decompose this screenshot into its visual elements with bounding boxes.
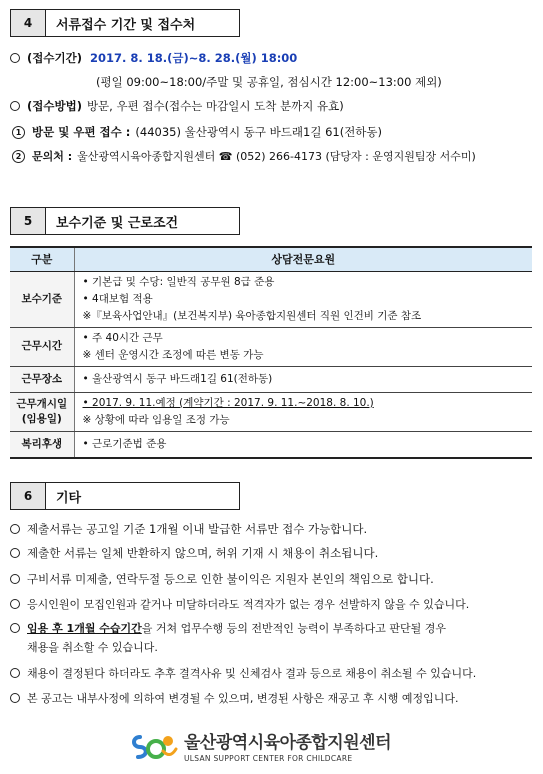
etc-item-3 [10,570,537,589]
etc-item-2 [10,544,537,563]
method-label: (접수방법) [27,99,82,113]
etc-item-1 [10,520,537,539]
row-label: 근무개시일 (임용일) [10,392,74,431]
probation-rest-2: 채용을 취소할 수 있습니다. [27,641,158,654]
table-row-location [10,366,532,392]
section-6-header [10,482,240,510]
circle-bullet-icon [10,693,20,703]
row-content [74,327,532,366]
address-value: (44035) 울산광역시 동구 바드래1길 61(전하동) [135,125,383,139]
period-label: (접수기간) [27,51,82,65]
etc-text [27,619,446,657]
row-content [74,431,532,458]
row-content [74,366,532,392]
submission-address [10,124,537,140]
table-row-salary [10,271,532,327]
row-line: • 근로기준법 준용 [82,437,167,450]
section-4-title: 서류접수 기간 및 접수처 [46,9,240,37]
circle-bullet-icon [10,548,20,558]
center-logo [130,728,391,763]
row-label: 복리후생 [10,431,74,458]
row-line: • 기본급 및 수당: 일반직 공무원 8급 준용 [82,275,275,288]
number-2-icon: 2 [12,150,25,163]
row-line: • 4대보험 적용 [82,292,153,305]
circle-bullet-icon [10,53,20,63]
address-label: 방문 및 우편 접수 : [32,125,131,139]
circle-bullet-icon [10,101,20,111]
etc-item-5 [10,619,537,657]
row-label: 근무시간 [10,327,74,366]
logo-english: ULSAN SUPPORT CENTER FOR CHILDCARE [184,754,353,763]
working-conditions-table [10,246,532,459]
table-row-start-date [10,392,532,431]
application-method [10,98,537,114]
logo-mark-icon [130,729,178,763]
number-1-icon: 1 [12,126,25,139]
row-label: 근무장소 [10,366,74,392]
row-content [74,271,532,327]
circle-bullet-icon [10,623,20,633]
logo-korean: 울산광역시육아종합지원센터 [184,733,391,753]
etc-text: 채용이 결정된다 하더라도 추후 결격사유 및 신체검사 결과 등으로 채용이 취소될 수 있습니다. [27,667,477,680]
row-line: ※ 상황에 따라 임용일 조정 가능 [82,413,230,426]
column-header-position: 상담전문요원 [74,247,532,271]
application-period [10,50,537,66]
table-row-hours [10,327,532,366]
circle-bullet-icon [10,524,20,534]
circle-bullet-icon [10,599,20,609]
hours-note-text: (평일 09:00~18:00/주말 및 공휴일, 점심시간 12:00~13:00 제외) [96,75,442,89]
row-line: • 주 40시간 근무 [82,331,163,344]
contact-info [10,148,537,164]
probation-rest: 을 거쳐 업무수행 등의 전반적인 능력이 부족하다고 판단될 경우 [141,622,447,635]
table-header-row [10,247,532,271]
etc-item-4 [10,595,537,614]
etc-text: 구비서류 미제출, 연락두절 등으로 인한 불이익은 지원자 본인의 책임으로 합니다. [27,572,434,586]
section-5-number: 5 [10,207,46,235]
etc-text: 본 공고는 내부사정에 의하여 변경될 수 있으며, 변경된 사항은 재공고 후 시행 예정입니다. [27,692,459,705]
contact-value: 울산광역시육아종합지원센터 ☎ (052) 266-4173 (담당자 : 운영지원팀장 서수미) [77,150,476,163]
row-line: ※『보육사업안내』(보건복지부) 육아종합지원센터 직원 인건비 기준 참조 [82,309,422,322]
section-6-number: 6 [10,482,46,510]
section-4-number: 4 [10,9,46,37]
contact-label: 문의처 : [32,150,73,163]
table-row-welfare [10,431,532,458]
etc-text: 제출서류는 공고일 기준 1개월 이내 발급한 서류만 접수 가능합니다. [27,522,368,536]
etc-item-7 [10,689,537,708]
section-5-title: 보수기준 및 근로조건 [46,207,240,235]
section-6-title: 기타 [46,482,240,510]
row-line: • 2017. 9. 11.예정 (계약기간 : 2017. 9. 11.~2018. 8. 10.) [82,396,374,409]
etc-text: 응시인원이 모집인원과 같거나 미달하더라도 적격자가 없는 경우 선발하지 않을 수 있습니다. [27,598,470,611]
row-line: ※ 센터 운영시간 조정에 따른 변동 가능 [82,348,264,361]
period-value: 2017. 8. 18.(금)~8. 28.(월) 18:00 [89,51,298,65]
hours-note [96,74,537,90]
method-value: 방문, 우편 접수(접수는 마감일시 도착 분까지 유효) [86,99,344,113]
row-content [74,392,532,431]
row-label: 보수기준 [10,271,74,327]
etc-text: 제출한 서류는 일체 반환하지 않으며, 허위 기재 시 채용이 취소됩니다. [27,546,379,560]
column-header-category: 구분 [10,247,74,271]
row-line: • 울산광역시 동구 바드래1길 61(전하동) [82,372,273,385]
probation-underlined: 임용 후 1개월 수습기간 [27,622,142,635]
circle-bullet-icon [10,574,20,584]
section-5-header [10,207,240,235]
circle-bullet-icon [10,668,20,678]
logo-text [184,728,391,763]
section-4-header [10,9,240,37]
etc-item-6 [10,664,537,683]
